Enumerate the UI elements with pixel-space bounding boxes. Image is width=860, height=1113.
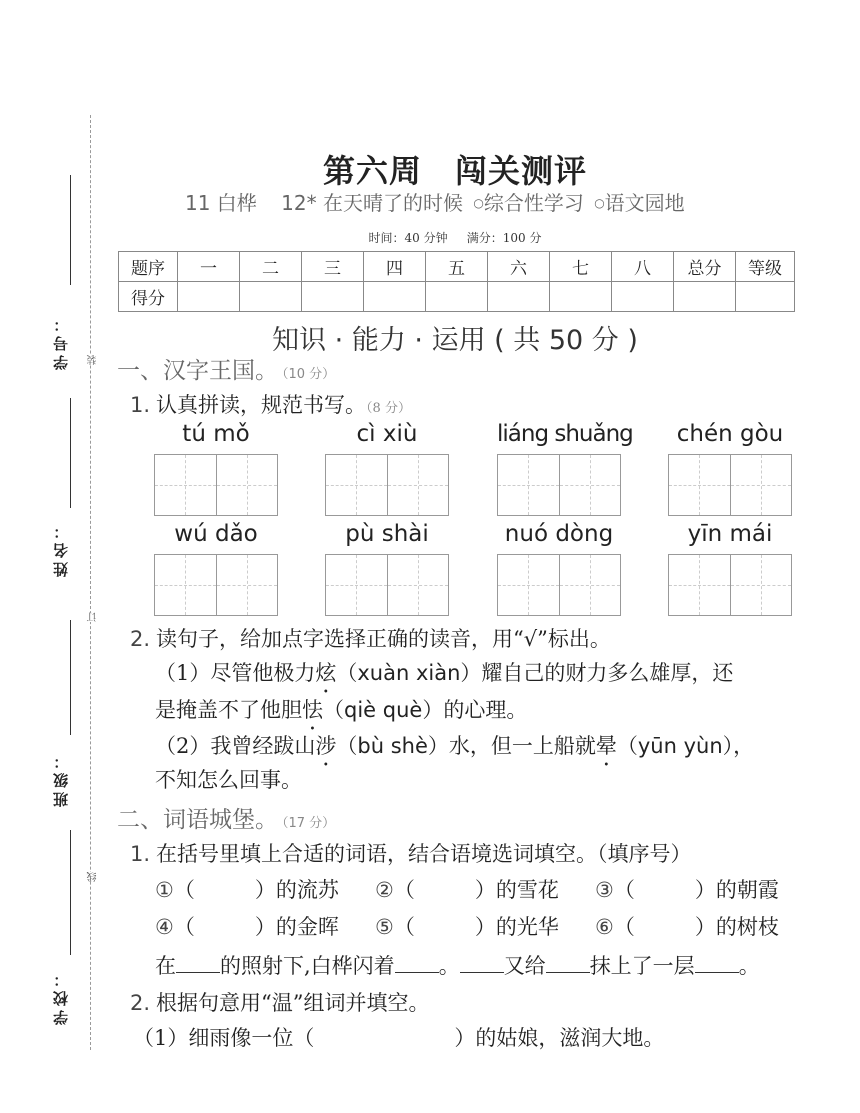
pinyin-label: tú mǒ — [182, 421, 250, 447]
header-cell: 一 — [178, 252, 240, 282]
row-label: 得分 — [119, 282, 178, 312]
time-limit: 时间：40 分钟 — [368, 231, 448, 245]
writing-grid[interactable] — [668, 554, 792, 616]
exam-meta — [0, 229, 860, 246]
page-title: 第六周 闯关测评 — [322, 152, 587, 190]
sentence-2-line-1: （2）我曾经跋山涉（bù shè）水，但一上船就晕（yūn yùn）， — [155, 734, 755, 758]
score-cell[interactable] — [426, 282, 488, 312]
sentence-2-2-1: （1）细雨像一位（ ）的姑娘，滋润大地。 — [133, 1026, 665, 1050]
writing-grid[interactable] — [497, 554, 621, 616]
question-2-2: 2. 根据句意用“温”组词并填空。 — [130, 991, 430, 1015]
class-label: 班级： — [52, 750, 70, 807]
header-cell: 四 — [364, 252, 426, 282]
fill-item[interactable]: ⑥（ ）的树枝 — [595, 915, 779, 939]
header-cell: 总分 — [674, 252, 736, 282]
fill-item[interactable]: ③（ ）的朝霞 — [595, 878, 779, 902]
pinyin-label: nuó dòng — [504, 521, 614, 547]
pinyin-choice[interactable]: qiè què — [344, 698, 423, 722]
pinyin-label: yīn mái — [687, 521, 773, 547]
score-cell[interactable] — [240, 282, 302, 312]
score-table-row — [119, 282, 795, 312]
name-line — [70, 398, 71, 508]
score-table-header — [119, 252, 795, 282]
pinyin-choice[interactable]: xuàn xiàn — [357, 661, 461, 685]
fill-item[interactable]: ④（ ）的金晖 — [155, 915, 339, 939]
subtitle — [185, 187, 703, 216]
school-line — [70, 830, 71, 955]
binding-mark-xian: 线 — [88, 872, 99, 882]
binding-dashed-line — [90, 115, 91, 1050]
pinyin-label: pù shài — [345, 521, 429, 547]
fill-item[interactable]: ⑤（ ）的光华 — [375, 915, 559, 939]
header-cell: 三 — [302, 252, 364, 282]
score-cell[interactable] — [550, 282, 612, 312]
fill-sentence: 在 的照射下,白桦闪着 。 又给 抹上了一层 。 — [155, 954, 760, 978]
writing-grid[interactable] — [668, 454, 792, 516]
score-cell[interactable] — [612, 282, 674, 312]
header-cell: 二 — [240, 252, 302, 282]
pinyin-choice[interactable]: yūn yùn — [637, 734, 723, 758]
header-cell: 六 — [488, 252, 550, 282]
writing-grid[interactable] — [325, 454, 449, 516]
school-field — [50, 960, 80, 1050]
blank[interactable] — [546, 954, 590, 973]
full-score: 满分：100 分 — [466, 231, 542, 245]
header-cell: 五 — [426, 252, 488, 282]
name-field — [50, 510, 80, 610]
writing-grid[interactable] — [497, 454, 621, 516]
pinyin-label: chén gòu — [676, 421, 784, 447]
fill-item[interactable]: ①（ ）的流苏 — [155, 878, 339, 902]
name-label: 姓名： — [52, 520, 70, 577]
blank[interactable] — [695, 954, 739, 973]
pinyin-label: cì xiù — [356, 421, 418, 447]
score-cell[interactable] — [302, 282, 364, 312]
section-banner: 知识 · 能力 · 运用 ( 共 50 分 ) — [272, 325, 638, 356]
header-cell: 题序 — [119, 252, 178, 282]
score-cell[interactable] — [674, 282, 736, 312]
header-cell: 等级 — [736, 252, 795, 282]
student-id-label: 学号： — [52, 313, 70, 370]
header-cell: 八 — [612, 252, 674, 282]
pinyin-choice[interactable]: bù shè — [357, 734, 428, 758]
sentence-1-line-1: （1）尽管他极力炫（xuàn xiàn）耀自己的财力多么雄厚，还 — [155, 661, 734, 685]
question-1-2: 2. 读句子，给加点字选择正确的读音，用“√”标出。 — [130, 627, 611, 651]
score-cell[interactable] — [488, 282, 550, 312]
blank[interactable] — [395, 954, 439, 973]
question-2-1: 1. 在括号里填上合适的词语，结合语境选词填空。（填序号） — [130, 842, 692, 866]
lesson-11: 11 白桦 — [185, 191, 257, 215]
writing-grid[interactable] — [154, 454, 278, 516]
class-line — [70, 620, 71, 735]
pinyin-label: wú dǎo — [174, 521, 258, 547]
score-cell[interactable] — [736, 282, 795, 312]
header-cell: 七 — [550, 252, 612, 282]
lesson-garden: 语文园地 — [604, 191, 685, 215]
circle-icon: ○ — [594, 196, 605, 210]
score-cell[interactable] — [364, 282, 426, 312]
lesson-12: 12* 在天晴了的时候 — [281, 191, 463, 215]
blank[interactable] — [176, 954, 220, 973]
blank[interactable] — [460, 954, 504, 973]
binding-mark-zhuang: 装 — [88, 355, 99, 365]
circle-icon: ○ — [473, 196, 484, 210]
lesson-comprehensive: 综合性学习 — [483, 191, 584, 215]
score-table — [118, 251, 795, 312]
sentence-1-line-2: 是掩盖不了他胆怯（qiè què）的心理。 — [155, 698, 528, 722]
section-1-title: 一、汉字王国。 （10 分） — [117, 358, 336, 384]
binding-mark-ding: 订 — [88, 612, 99, 622]
writing-grid[interactable] — [325, 554, 449, 616]
sentence-2-line-2: 不知怎么回事。 — [155, 768, 302, 792]
section-2-title: 二、词语城堡。 （17 分） — [117, 807, 336, 833]
writing-grid[interactable] — [154, 554, 278, 616]
pinyin-label: liáng shuǎng — [497, 421, 633, 447]
school-label: 学校： — [52, 968, 70, 1025]
score-cell[interactable] — [178, 282, 240, 312]
question-1-1: 1. 认真拼读，规范书写。（8 分） — [130, 393, 411, 417]
fill-item[interactable]: ②（ ）的雪花 — [375, 878, 559, 902]
class-field — [50, 740, 80, 840]
